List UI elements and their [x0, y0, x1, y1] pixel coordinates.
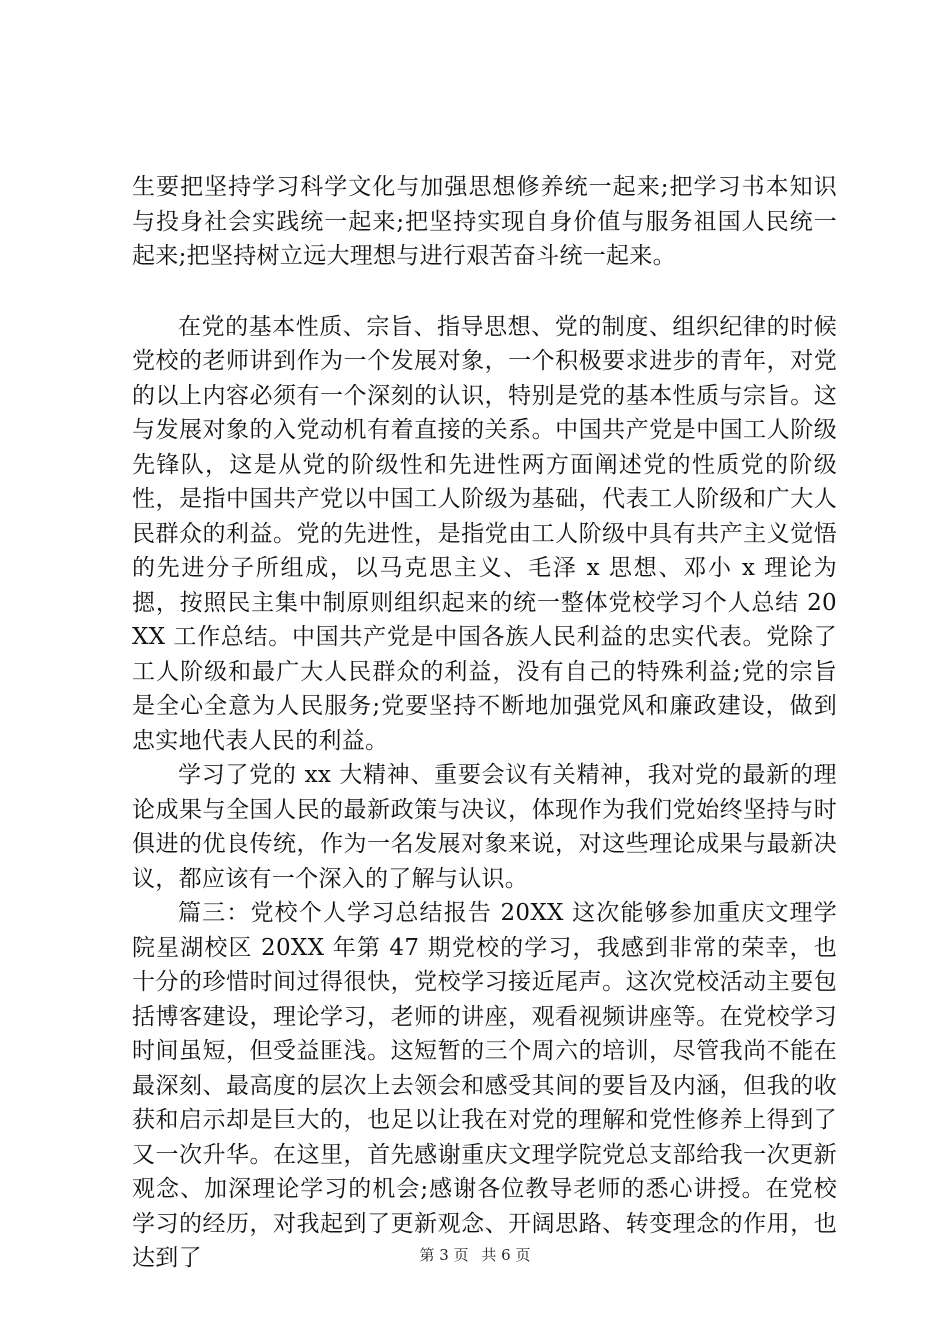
- paragraph-gap: [132, 274, 837, 310]
- paragraph-party-nature: 在党的基本性质、宗旨、指导思想、党的制度、组织纪律的时候党校的老师讲到作为一个发展对象，一个积极要求进步的青年，对党的以上内容必须有一个深刻的认识，特别是党的基本性质与宗旨。这与发展对象的入党动机有着直接的关系。中国共产党是中国工人阶级先锋队，这是从党的阶级性和先进性两方面阐述党的性质党的阶级性，是指中国共产党以中国工人阶级为基础，代表工人阶级和广大人民群众的利益。党的先进性，是指党由工人阶级中具有共产主义觉悟的先进分子所组成，以马克思主义、毛泽 x 思想、邓小 x 理论为摁，按照民主集中制原则组织起来的统一整体党校学习个人总结 20XX 工作总结。中国共产党是中国各族人民利益的忠实代表。党除了工人阶级和最广大人民群众的利益，没有自己的特殊利益;党的宗旨是全心全意为人民服务;党要坚持不断地加强党风和廉政建设，做到忠实地代表人民的利益。: [132, 313, 837, 754]
- page-footer: [0, 1245, 950, 1265]
- paragraph-study-spirit: 学习了党的 xx 大精神、重要会议有关精神，我对党的最新的理论成果与全国人民的最新政策与决议，体现作为我们党始终坚持与时俱进的优良传统，作为一名发展对象来说，对这些理论成果与最新决议，都应该有一个深入的了解与认识。: [132, 762, 837, 892]
- paragraph-part-three: 篇三：党校个人学习总结报告 20XX 这次能够参加重庆文理学院星湖校区 20XX 年第 47 期党校的学习，我感到非常的荣幸，也十分的珍惜时间过得很快，党校学习接近尾声。这次党校活动主要包括博客建设，理论学习，老师的讲座，观看视频讲座等。在党校学习时间虽短，但受益匪浅。这短暂的三个周六的培训，尽管我尚不能在最深刻、最高度的层次上去领会和感受其间的要旨及内涵，但我的收获和启示却是巨大的，也足以让我在对党的理解和党性修养上得到了又一次升华。在这里，首先感谢重庆文理学院党总支部给我一次更新观念、加深理论学习的机会;感谢各位教导老师的悉心讲授。在党校学习的经历，对我起到了更新观念、开阔思路、转变理念的作用，也达到了: [132, 900, 837, 1271]
- page-total: 共 6 页: [481, 1246, 531, 1264]
- document-body: [132, 170, 837, 1276]
- page-number: 第 3 页: [419, 1246, 469, 1264]
- paragraph-continuation: 生要把坚持学习科学文化与加强思想修养统一起来;把学习书本知识与投身社会实践统一起来;把坚持实现自身价值与服务祖国人民统一起来;把坚持树立远大理想与进行艰苦奋斗统一起来。: [132, 174, 837, 269]
